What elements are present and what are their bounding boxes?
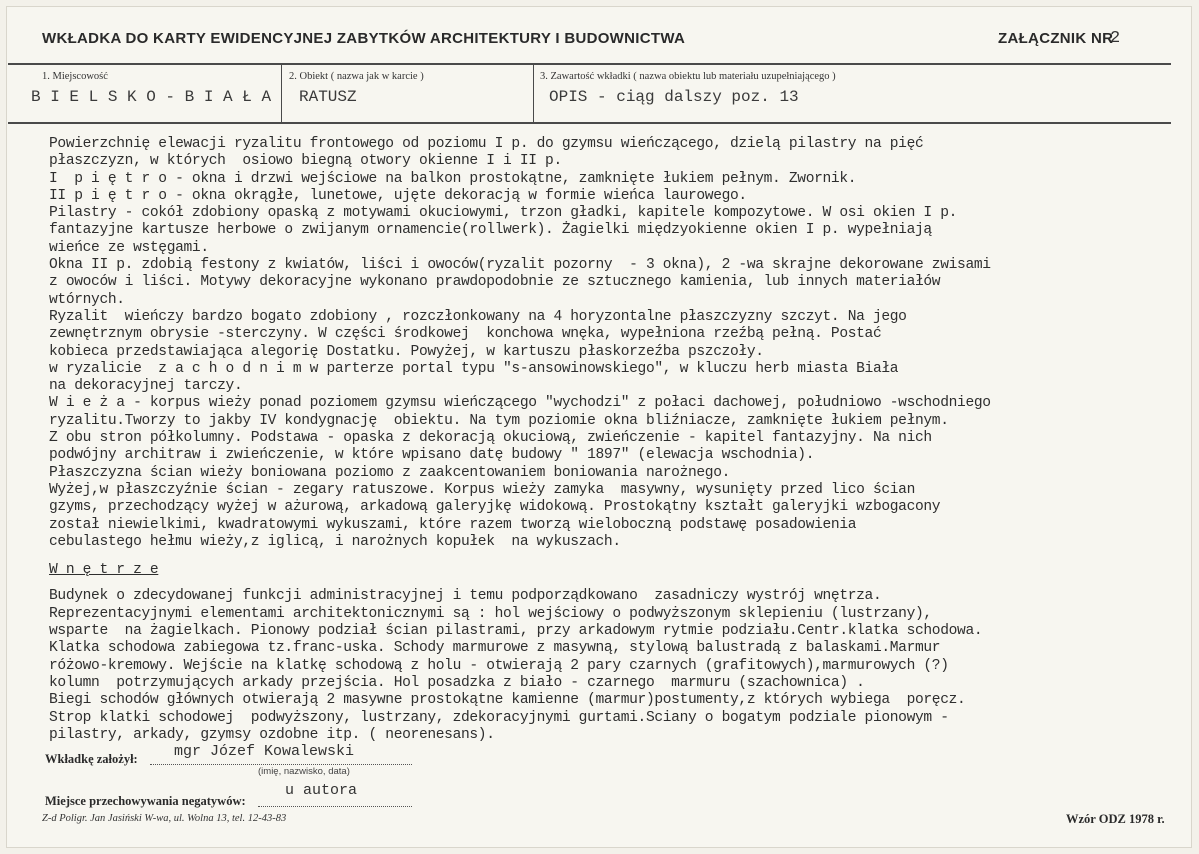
text-line: fantazyjne kartusze herbowe o zwijanym ornamencie(rollwerk). Żagielki międzyokienne okien I p. wypełniają xyxy=(49,222,932,239)
text-line: różowo-kremowy. Wejście na klatkę schodową z holu - otwierają 2 pary czarnych (grafitowych),marmurowych (?) xyxy=(49,657,949,674)
text-line: wsparte na żagielkach. Pionowy podział ścian pilastrami, przy arkadowym rytmie podziału.Centr.klatka schodowa. xyxy=(49,623,983,640)
text-line: Budynek o zdecydowanej funkcji administracyjnej i temu podporządkowano zasadniczy wystrój wnętrza. xyxy=(49,588,882,605)
text-line: Wyżej,w płaszczyźnie ścian - zegary ratuszowe. Korpus wieży zamyka masywny, wysunięty przed lico ścian xyxy=(49,481,915,498)
prepared-by-value: mgr Józef Kowalewski xyxy=(174,743,355,760)
annex-number: 2 xyxy=(1110,29,1121,48)
form-title: WKŁADKA DO KARTY EWIDENCYJNEJ ZABYTKÓW ARCHITEKTURY I BUDOWNICTWA xyxy=(42,30,686,47)
text-line: w ryzalicie z a c h o d n i m w parterze portal typu "s-ansowinowskiego", w kluczu herb miasta Biała xyxy=(49,360,899,377)
text-line: pilastry, arkady, gzymsy ozdobne itp. ( neorenesans). xyxy=(49,726,495,743)
section-heading-interior: W n ę t r z e xyxy=(49,562,159,579)
negatives-location-line xyxy=(258,806,412,807)
text-line: zewnętrznym obrysie -sterczyny. W części środkowej konchowa wnęka, wypełniona rzeźbą pełną. Postać xyxy=(49,326,882,343)
locality-value: B I E L S K O - B I A Ł A xyxy=(31,88,272,106)
negatives-location-value: u autora xyxy=(285,782,358,799)
text-line: z owoców i liści. Motywy dekoracyjne wykonano prawdopodobnie ze sztucznego kamienia, lub innych materiałów xyxy=(49,274,941,291)
text-line: Reprezentacyjnymi elementami architektonicznymi są : hol wejściowy o podwyższonym sklepieniu (lustrzany), xyxy=(49,605,932,622)
text-line: ryzalitu.Tworzy to jakby IV kondygnację obiektu. Na tym poziomie okna bliźniacze, zamknięte łukiem pełnym. xyxy=(49,412,949,429)
prepared-by-hint: (imię, nazwisko, data) xyxy=(258,766,350,777)
negatives-location-label: Miejsce przechowywania negatywów: xyxy=(45,794,246,808)
spacer xyxy=(49,579,1189,588)
field-divider-2 xyxy=(533,63,534,123)
field-divider-1 xyxy=(281,63,282,123)
text-line: kolumn potrzymujących arkady przejścia. Hol posadzka z biało - czarnego marmuru (szachownica) . xyxy=(49,674,865,691)
text-line: wieńce ze wstęgami. xyxy=(49,239,209,256)
text-line: Okna II p. zdobią festony z kwiatów, liści i owoców(ryzalit pozorny - 3 okna), 2 -wa skrajne dekorowane zwisami xyxy=(49,257,991,274)
text-line: Ryzalit wieńczy bardzo bogato zdobiony , rozczłonkowany na 4 horyzontalne płaszczyzny szczyt. Na jego xyxy=(49,308,907,325)
printer-imprint: Z-d Poligr. Jan Jasiński W-wa, ul. Wolna 13, tel. 12-43-83 xyxy=(42,813,287,824)
text-line: II p i ę t r o - okna okrągłe, lunetowe, ujęte dekoracją w formie wieńca laurowego. xyxy=(49,187,747,204)
text-line: I p i ę t r o - okna i drzwi wejściowe na balkon prostokątne, zamknięte łukiem pełnym. Zwornik. xyxy=(49,170,857,187)
spacer xyxy=(49,551,1189,562)
text-line: cebulastego hełmu wieży,z iglicą, i narożnych kopułek na wykuszach. xyxy=(49,533,621,550)
form-pattern: Wzór ODZ 1978 r. xyxy=(1066,812,1165,826)
text-line: Biegi schodów głównych otwierają 2 masywne prostokątne kamienne (marmur)postumenty,z których wybiega poręcz. xyxy=(49,692,966,709)
text-line: Klatka schodowa zabiegowa tz.franc-uska. Schody marmurowe z masywną, stylową balustradą z balaskami.Marmur xyxy=(49,640,941,657)
header-rule-top xyxy=(8,63,1171,65)
text-line: wtórnych. xyxy=(49,291,125,308)
content-value: OPIS - ciąg dalszy poz. 13 xyxy=(549,88,799,106)
text-line: W i e ż a - korpus wieży ponad poziomem gzymsu wieńczącego "wychodzi" z połaci dachowej, południowo -wschodniego xyxy=(49,395,991,412)
text-line: podwójny architraw i zwieńczenie, w które wpisano datę budowy " 1897" (elewacja wschodnia). xyxy=(49,447,815,464)
object-label: 2. Obiekt ( nazwa jak w karcie ) xyxy=(289,71,424,82)
text-line: został niewielkimi, kwadratowymi wykuszami, które razem tworzą wieloboczną podstawę posadowienia xyxy=(49,516,857,533)
text-line: gzyms, przechodzący wyżej w ażurową, arkadową galeryjkę widokową. Prostokątny kształt galeryjki wzbogacony xyxy=(49,499,941,516)
prepared-by-label: Wkładkę założył: xyxy=(45,752,138,766)
text-line: płaszczyzn, w których osiowo biegną otwory okienne I i II p. xyxy=(49,153,562,170)
text-line: Powierzchnię elewacji ryzalitu frontowego od poziomu I p. do gzymsu wieńczącego, dzielą pilastry na pięć xyxy=(49,136,924,152)
annex-label: ZAŁĄCZNIK NR xyxy=(998,30,1114,47)
content-label: 3. Zawartość wkładki ( nazwa obiektu lub materiału uzupełniającego ) xyxy=(540,71,836,82)
header-rule-bottom xyxy=(8,122,1171,124)
text-line: Strop klatki schodowej podwyższony, lustrzany, zdekoracyjnymi gurtami.Sciany o bogatym podziale pionowym - xyxy=(49,709,949,726)
text-line: kobieca przedstawiająca alegorię Dostatku. Powyżej, w kartuszu płaskorzeźba pszczoły. xyxy=(49,343,764,360)
prepared-by-line xyxy=(150,764,412,765)
text-line: Pilastry - cokół zdobiony opaską z motywami okuciowymi, trzon gładki, kapitele kompozytowe. W osi okien I p. xyxy=(49,205,958,222)
text-line: Płaszczyzna ścian wieży boniowana poziomo z zaakcentowaniem boniowania narożnego. xyxy=(49,464,731,481)
text-line: na dekoracyjnej tarczy. xyxy=(49,378,243,395)
object-value: RATUSZ xyxy=(299,88,357,106)
description-text xyxy=(49,136,1189,744)
text-line: Z obu stron półkolumny. Podstawa - opaska z dekoracją okuciową, zwieńczenie - kapitel fantazyjny. Na nich xyxy=(49,430,932,447)
locality-label: 1. Miejscowość xyxy=(42,71,108,82)
